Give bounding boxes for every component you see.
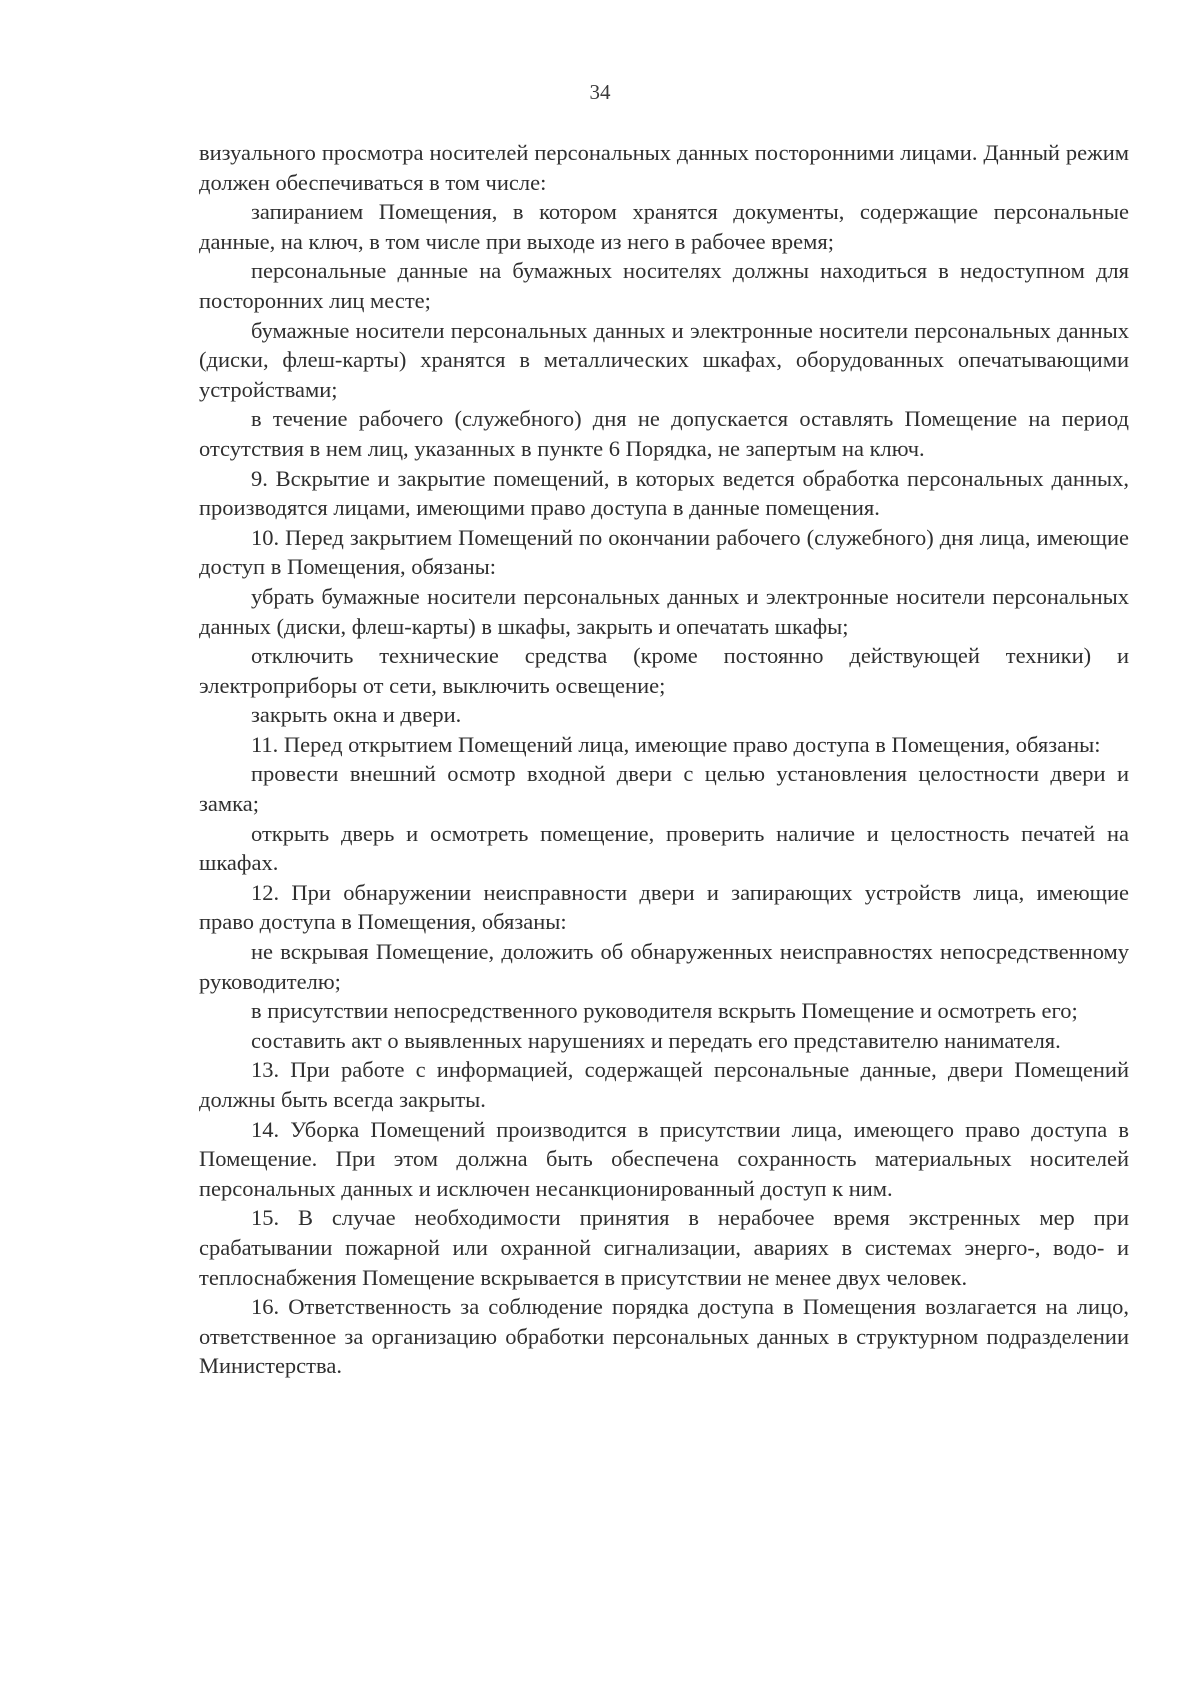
paragraph: в присутствии непосредственного руководителя вскрыть Помещение и осмотреть его; (251, 998, 1078, 1024)
document-body (199, 138, 1129, 1381)
page-number: 34 (589, 80, 611, 104)
paragraph: персональные данные на бумажных носителях должны находиться в недоступном для посторонних лиц месте; (199, 258, 1129, 313)
paragraph: в течение рабочего (служебного) дня не допускается оставлять Помещение на период отсутствия в нем лиц, указанных в пункте 6 Порядка, не запертым на ключ. (199, 406, 1129, 461)
paragraph: закрыть окна и двери. (251, 702, 462, 728)
paragraph: составить акт о выявленных нарушениях и передать его представителю нанимателя. (251, 1027, 1061, 1053)
paragraph: открыть дверь и осмотреть помещение, проверить наличие и целостность печатей на шкафах. (199, 820, 1129, 876)
paragraph-item-14: 14. Уборка Помещений производится в присутствии лица, имеющего право доступа в Помещение. При этом должна быть обеспечена сохранность материальных носителей персональных данных и исключен несанкционированный доступ к ним. (199, 1116, 1129, 1201)
paragraph: отключить технические средства (кроме постоянно действующей техники) и электроприборы от сети, выключить освещение; (199, 643, 1129, 698)
paragraph-item-11: 11. Перед открытием Помещений лица, имеющие право доступа в Помещения, обязаны: (251, 731, 1101, 757)
paragraph-item-16: 16. Ответственность за соблюдение порядка доступа в Помещения возлагается на лицо, ответственное за организацию обработки персональных данных в структурном подразделении Министерства. (199, 1294, 1129, 1379)
paragraph: провести внешний осмотр входной двери с целью установления целостности двери и замка; (199, 761, 1129, 817)
paragraph-item-10: 10. Перед закрытием Помещений по окончании рабочего (служебного) дня лица, имеющие доступ в Помещения, обязаны: (199, 524, 1129, 580)
paragraph-item-13: 13. При работе с информацией, содержащей персональные данные, двери Помещений должны быть всегда закрыты. (199, 1057, 1129, 1112)
paragraph: бумажные носители персональных данных и электронные носители персональных данных (диски, флеш-карты) хранятся в металлических шкафах, оборудованных опечатывающими устройствами; (199, 317, 1129, 402)
paragraph-item-15: 15. В случае необходимости принятия в нерабочее время экстренных мер при срабатывании пожарной или охранной сигнализации, авариях в системах энерго-, водо- и теплоснабжения Помещение вскрывается в присутствии не менее двух человек. (199, 1205, 1129, 1290)
paragraph: не вскрывая Помещение, доложить об обнаруженных неисправностях непосредственному руководителю; (199, 939, 1129, 994)
paragraph: убрать бумажные носители персональных данных и электронные носители персональных данных (диски, флеш-карты) в шкафы, закрыть и опечатать шкафы; (199, 583, 1129, 639)
paragraph: запиранием Помещения, в котором хранятся документы, содержащие персональные данные, на ключ, в том числе при выходе из него в рабочее время; (199, 199, 1129, 254)
paragraph-item-9: 9. Вскрытие и закрытие помещений, в которых ведется обработка персональных данных, производятся лицами, имеющими право доступа в данные помещения. (199, 465, 1129, 521)
paragraph-continuation: визуального просмотра носителей персональных данных посторонними лицами. Данный режим должен обеспечиваться в том числе: (199, 140, 1129, 195)
paragraph-item-12: 12. При обнаружении неисправности двери и запирающих устройств лица, имеющие право доступа в Помещения, обязаны: (199, 879, 1129, 935)
